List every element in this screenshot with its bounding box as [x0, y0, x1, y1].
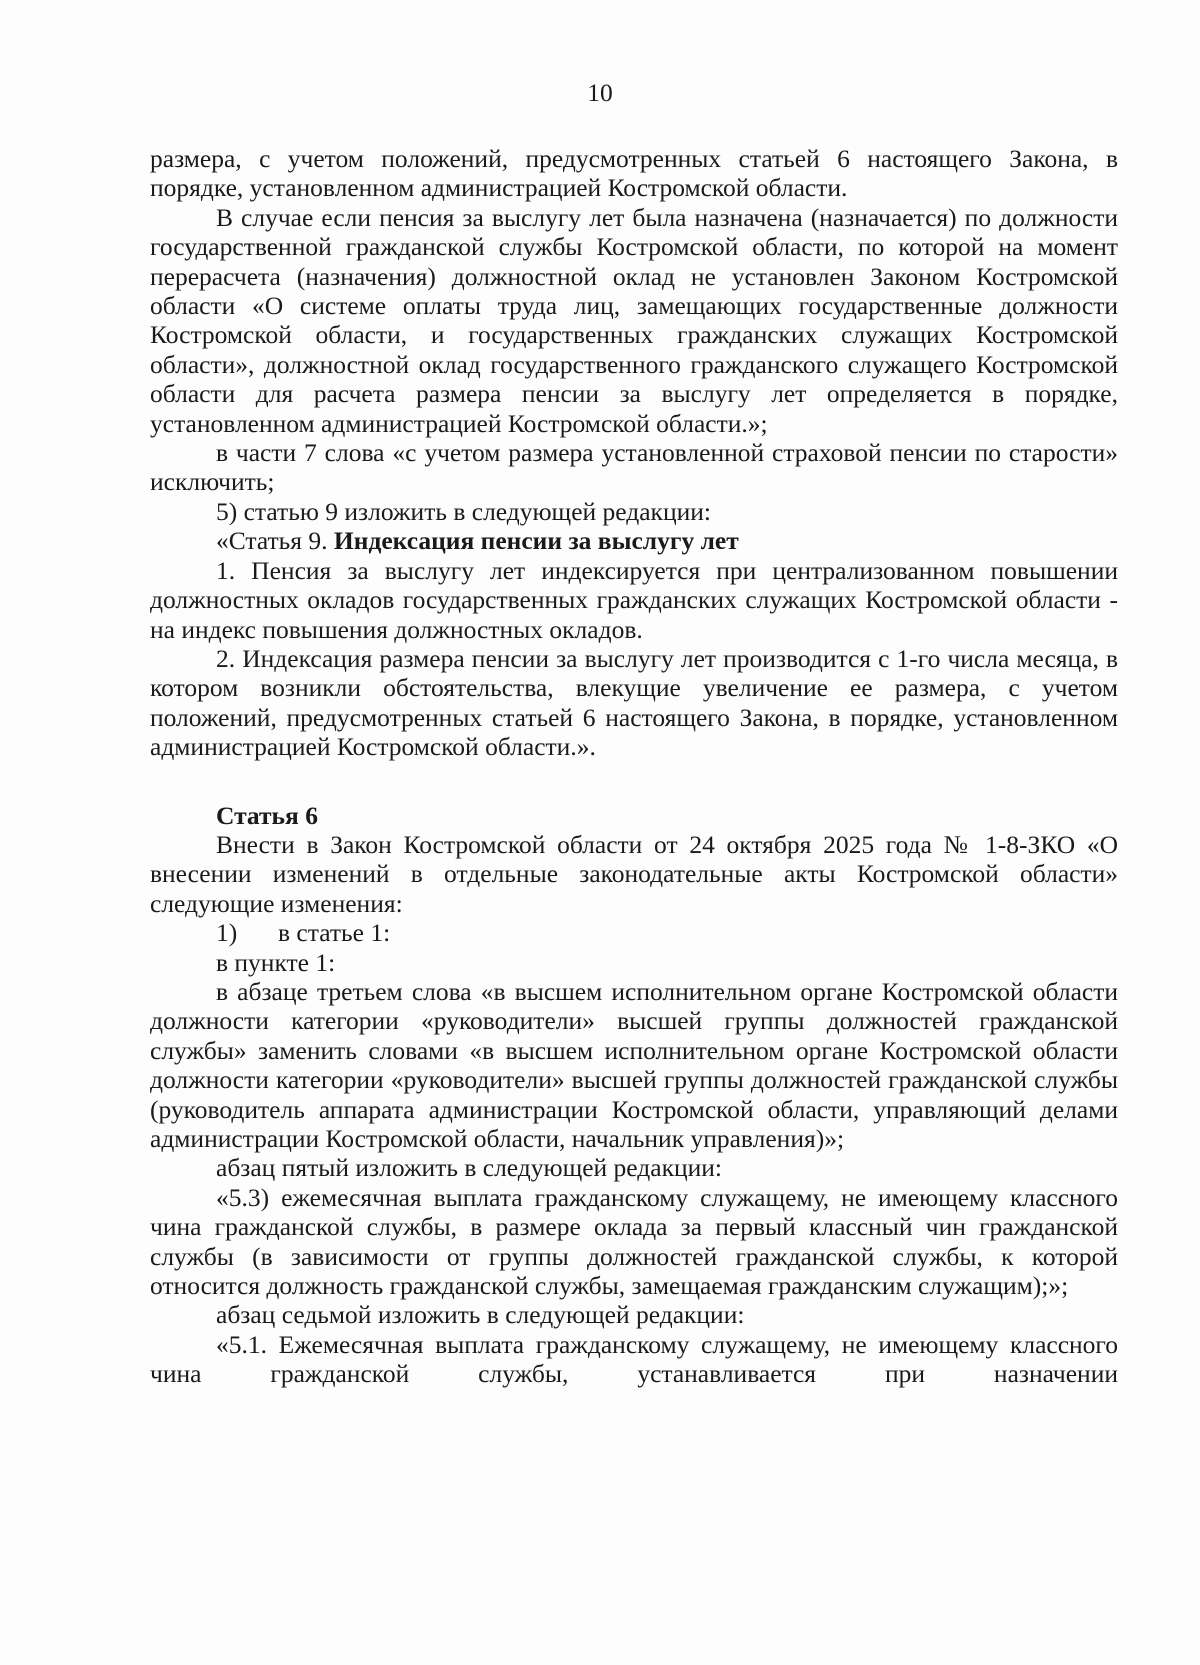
- list-item-1: [150, 918, 1118, 947]
- page-number: 10: [587, 78, 613, 107]
- document-body: [150, 144, 1118, 1389]
- paragraph-article-9-title: [150, 526, 1118, 555]
- paragraph-point-1: в пункте 1:: [216, 947, 336, 977]
- paragraph-article-9-item-2: 2. Индексация размера пенсии за выслугу лет производится с 1-го числа месяца, в котором возникли обстоятельства, влекущие увеличение ее размера, с учетом положений, предусмотренных статьей 6 настоящего Закона, в порядке, установленном администрацией Костромской области.».: [150, 643, 1118, 762]
- article-6-heading: Статья 6: [216, 800, 318, 830]
- paragraph-article-9-intro: 5) статью 9 изложить в следующей редакции:: [216, 496, 711, 526]
- paragraph-abzac-3: в абзаце третьем слова «в высшем исполнительном органе Костромской области должности категории «руководители» высшей группы должностей гражданской службы» заменить словами «в высшем исполнительном органе Костромской области должности категории «руководители» высшей группы должностей гражданской службы (руководитель аппарата администрации Костромской области, управляющий делами администрации Костромской области, начальник управления)»;: [150, 976, 1118, 1153]
- paragraph-abzac-5-intro: абзац пятый изложить в следующей редакции:: [216, 1153, 722, 1183]
- paragraph-5-1: «5.1. Ежемесячная выплата гражданскому служащему, не имеющему классного чина гражданской службы, устанавливается при назначении: [150, 1329, 1118, 1389]
- article-9-prefix: «Статья 9.: [216, 526, 334, 556]
- paragraph-part-7: в части 7 слова «с учетом размера установленной страховой пенсии по старости» исключить;: [150, 438, 1118, 497]
- paragraph-continuation: размера, с учетом положений, предусмотренных статьей 6 настоящего Закона, в порядке, установленном администрацией Костромской области.: [150, 144, 1118, 203]
- paragraph-article-6-intro: Внести в Закон Костромской области от 24 октября 2025 года № 1-8-ЗКО «О внесении изменений в отдельные законодательные акты Костромской области» следующие изменения:: [150, 829, 1118, 918]
- section-gap: [150, 762, 1118, 801]
- list-item-number: 1): [216, 918, 238, 948]
- paragraph-article-9-item-1: 1. Пенсия за выслугу лет индексируется при централизованном повышении должностных окладов государственных гражданских служащих Костромской области - на индекс повышения должностных окладов.: [150, 555, 1118, 644]
- paragraph-pension-recalculation: В случае если пенсия за выслугу лет была назначена (назначается) по должности государственной гражданской службы Костромской области, по которой на момент перерасчета (назначения) должностной оклад не установлен Законом Костромской области «О системе оплаты труда лиц, замещающих государственные должности Костромской области, и государственных гражданских служащих Костромской области», должностной оклад государственного гражданского служащего Костромской области для расчета размера пенсии за выслугу лет определяется в порядке, установленном администрацией Костромской области.»;: [150, 202, 1118, 438]
- list-item-text: в статье 1:: [278, 918, 391, 948]
- paragraph-abzac-7-intro: абзац седьмой изложить в следующей редакции:: [216, 1300, 745, 1330]
- article-9-title: Индексация пенсии за выслугу лет: [333, 526, 739, 556]
- paragraph-5-3: «5.3) ежемесячная выплата гражданскому служащему, не имеющему классного чина гражданской службы, в размере оклада за первый классный чин гражданской службы (в зависимости от группы должностей гражданской службы, к которой относится должность гражданской службы, замещаемая гражданским служащим);»;: [150, 1182, 1118, 1301]
